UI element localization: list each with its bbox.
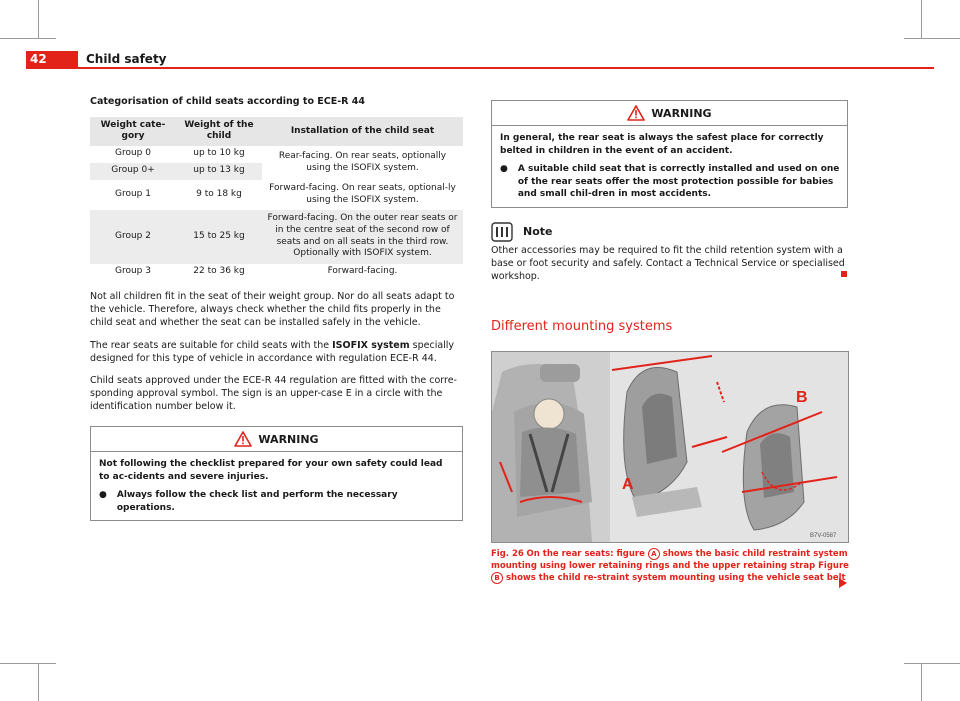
list-item (500, 163, 841, 201)
isofix-term: ISOFIX system (332, 339, 410, 351)
figure-ref-a: A (648, 548, 660, 560)
chapter-title: Child safety (86, 52, 167, 66)
table-cell: 22 to 36 kg (193, 265, 245, 276)
table-cell: Forward-facing. On rear seats, optional-ly using the ISOFIX system. (269, 182, 456, 205)
table-cell: up to 13 kg (176, 163, 262, 180)
table-row (90, 146, 463, 163)
crop-mark (904, 38, 960, 39)
table-header-row (90, 117, 463, 146)
caption-text: On the rear seats: figure (526, 549, 648, 559)
list-item (99, 489, 456, 514)
continue-arrow-icon (839, 578, 847, 588)
table-cell: Group 3 (115, 265, 151, 276)
table-cell: 15 to 25 kg (176, 210, 262, 264)
caption-text: shows the basic child restraint system mounting using lower retaining rings and the upper retaining strap Figure (491, 549, 849, 571)
table-header-cell: Installation of the child seat (262, 117, 463, 146)
bullet-icon: ● (99, 490, 107, 501)
figure-code: B7V-0587 (810, 533, 837, 539)
table-cell: Group 0+ (90, 163, 176, 180)
table-row (90, 264, 463, 280)
table-row (90, 180, 463, 210)
crop-mark (0, 663, 56, 664)
bullet-icon: ● (500, 164, 508, 175)
table-cell: up to 10 kg (193, 148, 245, 159)
warning-header (492, 101, 847, 126)
section-title: Different mounting systems (491, 319, 673, 334)
paragraph-approval: Child seats approved under the ECE-R 44 regulation are fitted with the corre-sponding approval symbol. The sign is an upper-case E in a circle with the identification number below it. (90, 374, 457, 412)
categorisation-title: Categorisation of child seats according to ECE-R 44 (90, 96, 366, 107)
caption-text: shows the child re-straint system mounting using the vehicle seat belt (503, 573, 846, 584)
figure-label-b: B (796, 389, 808, 406)
figure-ref-b: B (491, 572, 503, 584)
crop-mark (921, 663, 922, 701)
crop-mark (921, 0, 922, 38)
warning-triangle-icon (234, 431, 252, 447)
table-header-cell: Weight of the child (176, 117, 262, 146)
table-row (90, 210, 463, 264)
figure-mounting-systems (491, 351, 849, 543)
child-seat-table (90, 117, 463, 279)
crop-mark (904, 663, 960, 664)
paragraph-isofix (90, 339, 463, 365)
warning-triangle-icon (627, 105, 645, 121)
text-span: specially designed for this type of vehicle in accordance with regulation ECE-R 44. (90, 339, 455, 364)
text-span: The rear seats are suitable for child seats with the (90, 339, 333, 351)
warning-box-right (491, 100, 848, 208)
note-text: Other accessories may be required to fit the child retention system with a base or foot security and safely. Contact a Technical Service or specialised workshop. (491, 244, 845, 283)
warning-bullet-text: Always follow the check list and perform the necessary operations. (116, 490, 398, 513)
header-rule (78, 67, 934, 69)
warning-body (91, 452, 462, 520)
crop-mark (38, 663, 39, 701)
warning-text: Not following the checklist prepared for your own safety could lead to ac-cidents and severe injuries. (99, 459, 443, 482)
table-cell: 9 to 18 kg (196, 188, 242, 199)
note-label: Note (523, 225, 553, 239)
crop-mark (38, 0, 39, 38)
table-cell: Forward-facing. On the outer rear seats or in the centre seat of the second row of seats and on all seats in the third row. Optionally with ISOFIX system. (262, 210, 463, 264)
end-square-icon (841, 271, 847, 277)
table-cell: Group 2 (90, 210, 176, 264)
figure-illustration (492, 352, 848, 542)
table-cell: Group 0 (115, 148, 151, 159)
warning-header (91, 427, 462, 452)
note-header (491, 222, 848, 242)
page-number: 42 (30, 52, 47, 66)
table-header-cell: Weight cate-gory (90, 117, 176, 146)
warning-label: WARNING (258, 432, 319, 446)
warning-body (492, 126, 847, 207)
paragraph-fit: Not all children fit in the seat of their weight group. Nor do all seats adapt to the vehicle. Therefore, always check whether the child fits properly in the child seat and whether the seat can be installed safely in the vehicle. (90, 291, 455, 329)
figure-label-a: A (622, 476, 634, 493)
table-cell: Group 1 (115, 188, 151, 199)
note-icon (491, 222, 513, 242)
figure-caption (491, 548, 851, 585)
table-cell: Rear-facing. On rear seats, optionally using the ISOFIX system. (262, 146, 463, 180)
warning-label: WARNING (651, 106, 712, 120)
crop-mark (0, 38, 56, 39)
warning-bullet-text: A suitable child seat that is correctly installed and used on one of the rear seats offer the most protection possible for babies and small chil-dren in most accidents. (517, 164, 840, 200)
right-column (491, 100, 848, 283)
figure-number: Fig. 26 (491, 549, 524, 559)
warning-box-left (90, 426, 463, 521)
warning-text: In general, the rear seat is always the safest place for correctly belted in children in the event of an accident. (500, 133, 824, 156)
page-number-box (26, 51, 78, 69)
table-cell: Forward-facing. (327, 265, 398, 276)
left-column (90, 96, 463, 521)
